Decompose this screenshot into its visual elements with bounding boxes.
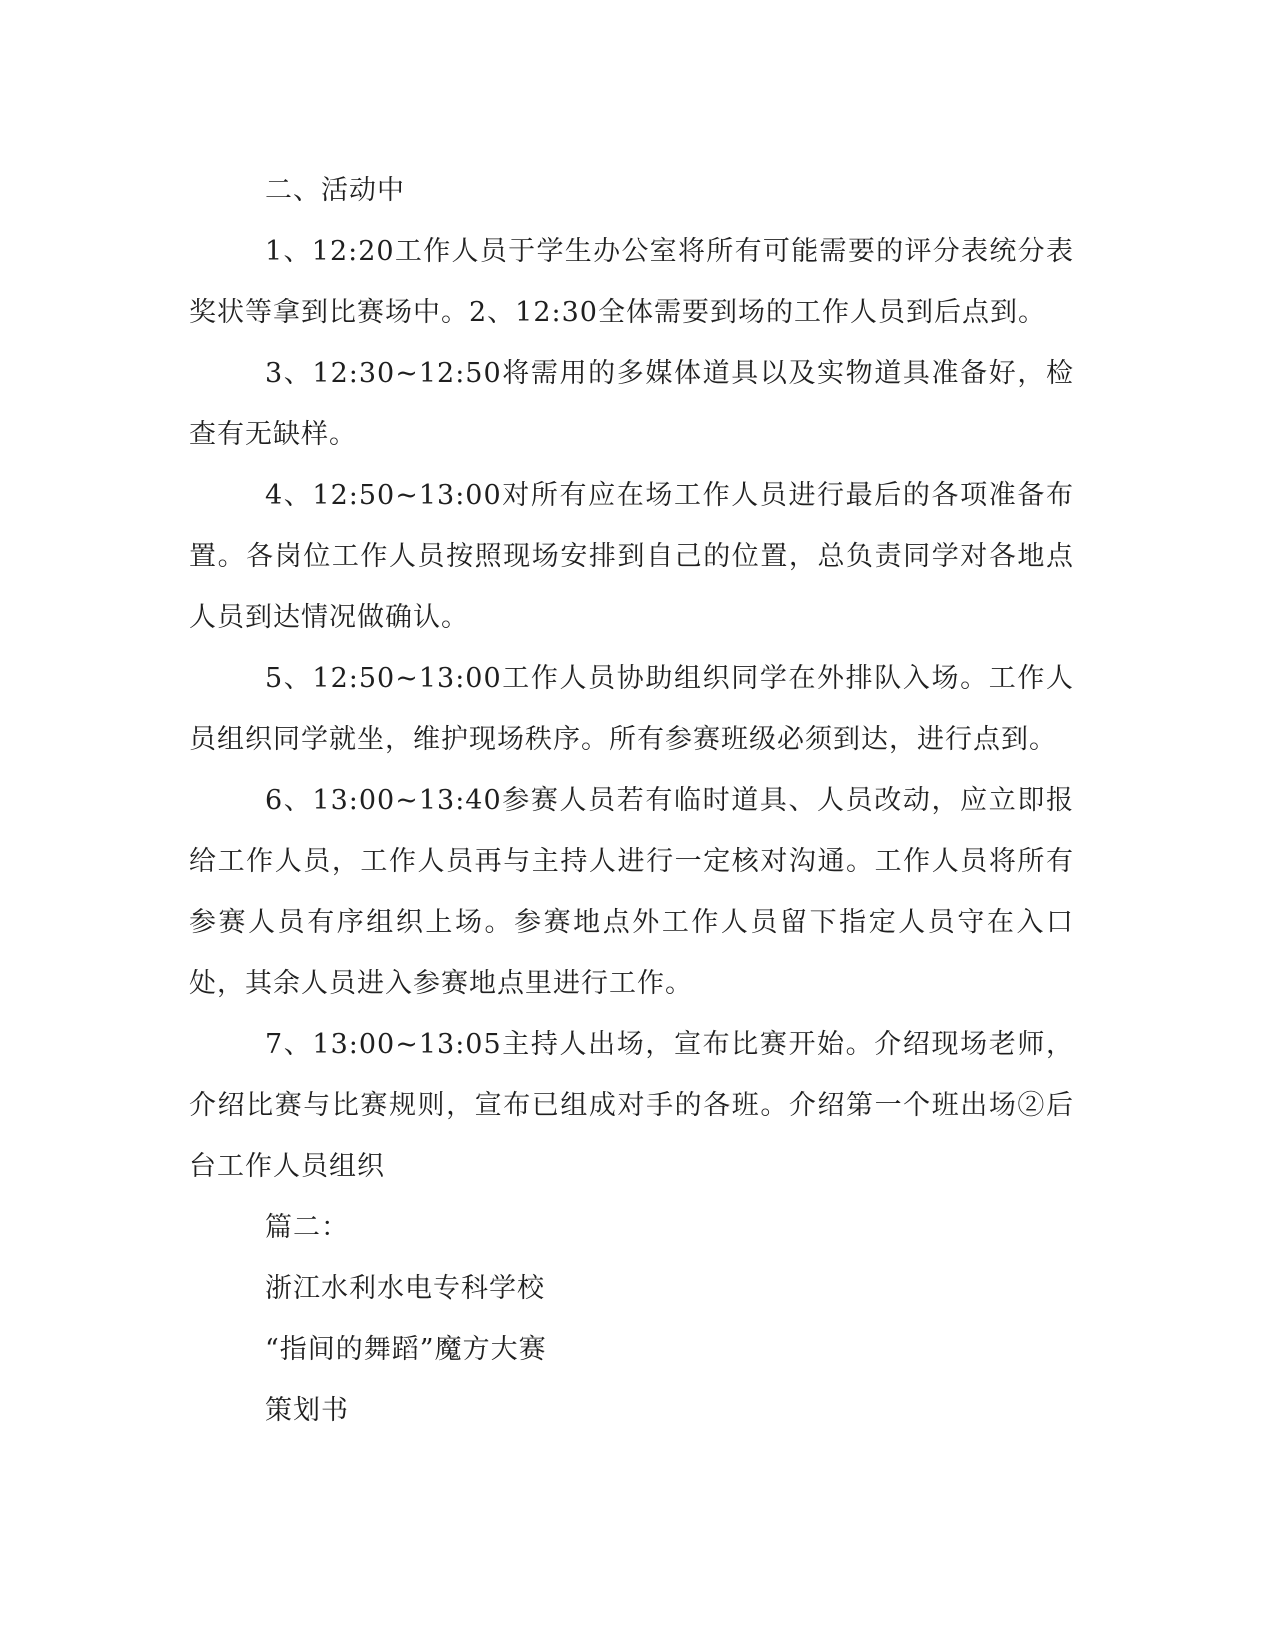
paragraph-5: 6、13:00~13:40参赛人员若有临时道具、人员改动，应立即报给工作人员，工作人员再与主持人进行一定核对沟通。工作人员将所有参赛人员有序组织上场。参赛地点外工作人员留下指定人员守在入口处，其余人员进入参赛地点里进行工作。 [189, 785, 1074, 999]
event-name: “指间的舞蹈”魔方大赛 [265, 1334, 547, 1365]
paragraph-4: 5、12:50~13:00工作人员协助组织同学在外排队入场。工作人员组织同学就坐，维护现场秩序。所有参赛班级必须到达，进行点到。 [189, 663, 1074, 755]
paragraph-2: 3、12:30~12:50将需用的多媒体道具以及实物道具准备好，检查有无缺样。 [189, 358, 1074, 450]
document-body [189, 160, 1074, 1441]
part-label: 篇二： [265, 1212, 349, 1243]
document-type: 策划书 [265, 1395, 349, 1426]
paragraph-6: 7、13:00~13:05主持人出场，宣布比赛开始。介绍现场老师，介绍比赛与比赛规则，宣布已组成对手的各班。介绍第一个班出场②后台工作人员组织 [189, 1029, 1074, 1182]
paragraph-1: 1、12:20工作人员于学生办公室将所有可能需要的评分表统分表奖状等拿到比赛场中。2、12:30全体需要到场的工作人员到后点到。 [189, 236, 1074, 328]
paragraph-3: 4、12:50~13:00对所有应在场工作人员进行最后的各项准备布置。各岗位工作人员按照现场安排到自己的位置，总负责同学对各地点人员到达情况做确认。 [189, 480, 1074, 633]
section-heading: 二、活动中 [265, 175, 405, 206]
school-name: 浙江水利水电专科学校 [265, 1273, 545, 1304]
